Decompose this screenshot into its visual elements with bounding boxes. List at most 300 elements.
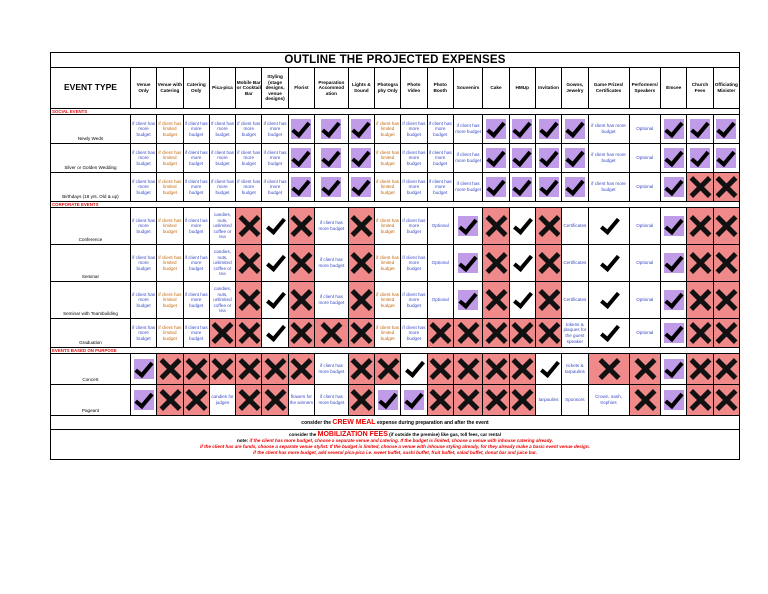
check-cell	[130, 385, 156, 416]
text-cell: if client has more budget	[453, 115, 482, 144]
table-row	[51, 319, 740, 348]
cross-cell	[687, 282, 713, 319]
cross-icon	[265, 390, 285, 410]
check-cell	[588, 245, 629, 282]
cross-cell	[687, 245, 713, 282]
text-cell: if client has more budget	[209, 115, 235, 144]
notes-block	[50, 430, 740, 460]
table-row	[51, 354, 740, 385]
crew-meal-emphasis: CREW MEAL	[332, 419, 376, 426]
check-cell	[713, 144, 739, 173]
check-icon	[664, 119, 684, 139]
check-cell	[262, 208, 288, 245]
check-cell	[401, 354, 427, 385]
check-icon	[291, 148, 311, 168]
cross-icon	[486, 290, 506, 310]
text-cell: candies for judges	[209, 385, 235, 416]
crew-post: expense during preparation and after the event	[376, 420, 489, 426]
header-col: HMUp	[509, 68, 535, 109]
cross-cell	[348, 245, 374, 282]
cross-cell	[288, 319, 314, 348]
cross-icon	[690, 216, 710, 236]
check-cell	[661, 208, 687, 245]
text-cell: tokens & plaques for the guest speaker	[562, 319, 588, 348]
check-cell	[509, 245, 535, 282]
text-cell: if client has more budget	[183, 245, 209, 282]
check-icon	[565, 148, 585, 168]
cross-cell	[348, 208, 374, 245]
event-label: Newly Weds	[51, 115, 131, 144]
table-row	[51, 385, 740, 416]
cross-icon	[291, 359, 311, 379]
header-col: Church Fees	[687, 68, 713, 109]
cross-icon	[716, 253, 736, 273]
check-icon	[404, 359, 424, 379]
text-cell: if client has limited budget	[157, 319, 183, 348]
cross-cell	[687, 385, 713, 416]
check-cell	[315, 144, 349, 173]
cross-cell	[374, 354, 400, 385]
cross-icon	[690, 359, 710, 379]
text-cell: if client has more budget	[315, 354, 349, 385]
check-cell	[661, 385, 687, 416]
text-cell: if client has more budget	[262, 115, 288, 144]
text-cell: if client has more budget	[130, 144, 156, 173]
check-icon	[716, 148, 736, 168]
cross-icon	[239, 253, 259, 273]
cross-icon	[186, 359, 206, 379]
cross-icon	[539, 323, 559, 343]
cross-icon	[430, 323, 450, 343]
cross-icon	[539, 216, 559, 236]
section-heading: EVENTS BASED ON PURPOSE	[51, 348, 740, 354]
text-cell: if client has more budget	[183, 282, 209, 319]
text-cell: if client has more budget	[588, 115, 629, 144]
event-label: Birthdays (18 yrs. Old & up)	[51, 173, 131, 202]
text-cell: Certificates	[562, 282, 588, 319]
check-cell	[661, 144, 687, 173]
cross-cell	[453, 319, 482, 348]
header-col: Mobile Bar or Cocktail Bar	[236, 68, 262, 109]
check-icon	[690, 119, 710, 139]
text-cell: Optional	[629, 282, 661, 319]
header-row	[51, 68, 740, 109]
text-cell: Optional	[629, 208, 661, 245]
cross-icon	[212, 323, 232, 343]
cross-icon	[160, 390, 180, 410]
cross-cell	[236, 282, 262, 319]
check-cell	[535, 115, 561, 144]
cross-cell	[236, 319, 262, 348]
text-cell: if client has limited budget	[374, 208, 400, 245]
cross-cell	[713, 385, 739, 416]
cross-icon	[512, 323, 532, 343]
check-cell	[288, 173, 314, 202]
cross-cell	[687, 208, 713, 245]
check-icon	[378, 390, 398, 410]
check-cell	[562, 115, 588, 144]
check-cell	[453, 208, 482, 245]
expense-sheet	[50, 52, 740, 460]
note-3: if the client has more budget, add several pica-pica i.e. sweet buffet, sushi buffet, fruit buffet, salad buffet, donut bar and juice bar.	[253, 450, 537, 455]
crew-pre: consider the	[301, 420, 332, 426]
cross-cell	[535, 245, 561, 282]
text-cell: if client has limited budget	[157, 208, 183, 245]
text-cell: Optional	[427, 245, 453, 282]
check-icon	[351, 148, 371, 168]
check-icon	[599, 290, 619, 310]
check-icon	[599, 216, 619, 236]
text-cell: Optional	[629, 115, 661, 144]
check-icon	[486, 148, 506, 168]
text-cell: Optional	[427, 208, 453, 245]
check-icon	[664, 216, 684, 236]
check-cell	[483, 173, 509, 202]
cross-icon	[239, 390, 259, 410]
cross-cell	[713, 208, 739, 245]
cross-icon	[539, 290, 559, 310]
check-cell	[348, 144, 374, 173]
check-icon	[512, 253, 532, 273]
text-cell: if client has more budget	[262, 173, 288, 202]
check-cell	[288, 144, 314, 173]
cross-cell	[509, 385, 535, 416]
text-cell: candies, nuts, unlimited coffee or tea	[209, 208, 235, 245]
cross-icon	[351, 390, 371, 410]
check-cell	[661, 245, 687, 282]
cross-icon	[291, 290, 311, 310]
text-cell: if client has limited budget	[157, 245, 183, 282]
cross-icon	[351, 253, 371, 273]
text-cell: if client has limited budget	[157, 144, 183, 173]
check-cell	[661, 319, 687, 348]
text-cell: Crown, sash, trophies	[588, 385, 629, 416]
cross-icon	[160, 359, 180, 379]
cross-icon	[212, 359, 232, 379]
text-cell: if client has limited budget	[157, 173, 183, 202]
check-icon	[291, 119, 311, 139]
cross-icon	[291, 253, 311, 273]
table-row	[51, 245, 740, 282]
header-col: Catering Only	[183, 68, 209, 109]
cross-cell	[629, 354, 661, 385]
cross-icon	[378, 359, 398, 379]
check-cell	[588, 282, 629, 319]
header-col: Venue Only	[130, 68, 156, 109]
cross-icon	[690, 177, 710, 197]
text-cell: if client has more budget	[130, 115, 156, 144]
text-cell: if client has more budget	[453, 144, 482, 173]
cross-cell	[687, 354, 713, 385]
check-cell	[661, 115, 687, 144]
text-cell: Optional	[629, 319, 661, 348]
text-cell: if client has more budget	[183, 208, 209, 245]
cross-icon	[690, 253, 710, 273]
check-icon	[539, 148, 559, 168]
expense-table	[50, 67, 740, 416]
check-cell	[315, 115, 349, 144]
section-heading: CORPORATE EVENTS	[51, 202, 740, 208]
header-col: Photogra phy Only	[374, 68, 400, 109]
text-cell: tarpaulins	[535, 385, 561, 416]
header-col: Souvenirs	[453, 68, 482, 109]
cross-cell	[209, 319, 235, 348]
crew-meal-note	[50, 416, 740, 430]
check-icon	[690, 148, 710, 168]
check-icon	[265, 253, 285, 273]
check-cell	[588, 319, 629, 348]
text-cell: tickets & tarpaulins	[562, 354, 588, 385]
check-cell	[687, 144, 713, 173]
cross-icon	[351, 216, 371, 236]
text-cell: if client has limited budget	[157, 115, 183, 144]
check-icon	[321, 119, 341, 139]
check-icon	[664, 177, 684, 197]
cross-cell	[483, 385, 509, 416]
cross-cell	[262, 354, 288, 385]
cross-icon	[265, 359, 285, 379]
cross-icon	[486, 323, 506, 343]
cross-cell	[427, 354, 453, 385]
text-cell: if client has limited budget	[374, 173, 400, 202]
check-icon	[512, 290, 532, 310]
cross-icon	[486, 253, 506, 273]
cross-cell	[483, 245, 509, 282]
cross-icon	[539, 253, 559, 273]
check-icon	[404, 390, 424, 410]
cross-icon	[458, 359, 478, 379]
header-event-type: EVENT TYPE	[51, 68, 131, 109]
cross-cell	[236, 354, 262, 385]
text-cell: if client has more budget	[130, 245, 156, 282]
check-cell	[509, 208, 535, 245]
check-icon	[458, 253, 478, 273]
cross-cell	[713, 245, 739, 282]
check-icon	[265, 216, 285, 236]
cross-icon	[486, 390, 506, 410]
check-cell	[401, 385, 427, 416]
cross-icon	[486, 359, 506, 379]
cross-cell	[157, 354, 183, 385]
text-cell: Optional	[629, 144, 661, 173]
text-cell: if client has more budget	[209, 173, 235, 202]
event-label: Concert	[51, 354, 131, 385]
header-col: Officiating Minister	[713, 68, 739, 109]
check-cell	[483, 115, 509, 144]
cross-icon	[716, 323, 736, 343]
cross-icon	[716, 290, 736, 310]
text-cell: if client has more budget	[183, 319, 209, 348]
table-row	[51, 144, 740, 173]
cross-icon	[635, 390, 655, 410]
text-cell: if client has more budget	[401, 115, 427, 144]
event-label: Silver or Golden Wedding	[51, 144, 131, 173]
check-icon	[565, 119, 585, 139]
text-cell: if client has limited budget	[157, 282, 183, 319]
text-cell: if client has limited budget	[374, 115, 400, 144]
event-label: Seminar	[51, 245, 131, 282]
cross-cell	[453, 385, 482, 416]
header-col: Pica-pica	[209, 68, 235, 109]
cross-cell	[157, 385, 183, 416]
cross-icon	[690, 323, 710, 343]
cross-cell	[483, 282, 509, 319]
text-cell: if client has more budget	[588, 173, 629, 202]
header-col: Cake	[483, 68, 509, 109]
check-cell	[535, 144, 561, 173]
cross-cell	[348, 385, 374, 416]
cross-cell	[427, 319, 453, 348]
check-icon	[664, 148, 684, 168]
cross-icon	[239, 216, 259, 236]
cross-cell	[483, 319, 509, 348]
check-icon	[664, 323, 684, 343]
cross-cell	[535, 319, 561, 348]
cross-icon	[512, 359, 532, 379]
mob-post: (if outside the premise) like gas, toll fees, car rental	[389, 432, 501, 437]
text-cell: if client has more budget	[315, 208, 349, 245]
event-label: Seminar with Teambuilding	[51, 282, 131, 319]
text-cell: Certificates	[562, 245, 588, 282]
check-cell	[453, 282, 482, 319]
check-icon	[512, 216, 532, 236]
text-cell: candies, nuts, unlimited coffee or tea	[209, 282, 235, 319]
header-col: Emcee	[661, 68, 687, 109]
cross-cell	[288, 282, 314, 319]
sheet-title: OUTLINE THE PROJECTED EXPENSES	[50, 52, 740, 67]
text-cell: flowers for the winners	[288, 385, 314, 416]
cross-icon	[239, 290, 259, 310]
cross-icon	[458, 390, 478, 410]
check-cell	[130, 354, 156, 385]
table-row	[51, 115, 740, 144]
cross-cell	[629, 385, 661, 416]
cross-cell	[535, 282, 561, 319]
check-cell	[262, 245, 288, 282]
check-cell	[348, 115, 374, 144]
header-col: Performers/ Speakers	[629, 68, 661, 109]
check-cell	[687, 115, 713, 144]
cross-icon	[291, 216, 311, 236]
table-row	[51, 208, 740, 245]
text-cell: Optional	[629, 245, 661, 282]
event-label: Pageant	[51, 385, 131, 416]
cross-cell	[348, 354, 374, 385]
check-icon	[599, 253, 619, 273]
text-cell: if client has more budget	[401, 245, 427, 282]
cross-icon	[716, 177, 736, 197]
text-cell: Optional	[427, 282, 453, 319]
cross-icon	[186, 390, 206, 410]
text-cell: candies, nuts, unlimited coffee or tea	[209, 245, 235, 282]
check-icon	[351, 177, 371, 197]
text-cell: if client has more budget	[401, 144, 427, 173]
cross-cell	[687, 319, 713, 348]
note-2: if the client has are funds, choose a separate venue stylist. If the budget is limited, choose a venue with inhouse styling already, for they already make a basic event venue design.	[200, 444, 590, 449]
text-cell: if client has more budget	[130, 282, 156, 319]
header-col: Preparation Accommod ation	[315, 68, 349, 109]
text-cell: if client has more budget	[427, 115, 453, 144]
text-cell: Certificates	[562, 208, 588, 245]
text-cell: if client has more budget	[130, 319, 156, 348]
check-icon	[664, 253, 684, 273]
check-icon	[512, 148, 532, 168]
text-cell: if client has limited budget	[374, 282, 400, 319]
check-cell	[661, 282, 687, 319]
text-cell: if client has more budget	[183, 144, 209, 173]
check-cell	[661, 354, 687, 385]
text-cell: if client has limited budget	[374, 245, 400, 282]
event-label: Graduation	[51, 319, 131, 348]
cross-cell	[483, 354, 509, 385]
text-cell: if client has more budget	[401, 319, 427, 348]
check-icon	[539, 119, 559, 139]
cross-cell	[183, 354, 209, 385]
cross-cell	[288, 354, 314, 385]
check-icon	[265, 290, 285, 310]
text-cell: if client has more budget	[262, 144, 288, 173]
text-cell: if client has more budget	[427, 144, 453, 173]
cross-cell	[315, 319, 349, 348]
header-col: Photo Video	[401, 68, 427, 109]
check-icon	[291, 177, 311, 197]
text-cell: if client has more budget	[315, 245, 349, 282]
cross-cell	[236, 208, 262, 245]
cross-cell	[262, 385, 288, 416]
text-cell: Sponsors	[562, 385, 588, 416]
note-1: if the client has more budget, choose a separate venue and catering. If the budget is limited, choose a venue with inhouse catering already.	[249, 438, 554, 443]
header-col: Game Prizes/ Certificates	[588, 68, 629, 109]
check-cell	[453, 245, 482, 282]
cross-icon	[486, 216, 506, 236]
check-cell	[483, 144, 509, 173]
text-cell: if client has more budget	[209, 144, 235, 173]
check-icon	[134, 359, 154, 379]
header-col: Invitation	[535, 68, 561, 109]
cross-icon	[716, 359, 736, 379]
note-label: note:	[236, 438, 249, 443]
cross-icon	[690, 390, 710, 410]
cross-cell	[348, 319, 374, 348]
cross-cell	[509, 319, 535, 348]
text-cell: if client has more budget	[401, 282, 427, 319]
cross-icon	[599, 359, 619, 379]
check-icon	[539, 177, 559, 197]
check-cell	[661, 173, 687, 202]
check-icon	[486, 119, 506, 139]
header-col: Gowns, Jewelry	[562, 68, 588, 109]
cross-cell	[288, 245, 314, 282]
cross-icon	[716, 216, 736, 236]
cross-cell	[535, 208, 561, 245]
text-cell: if client has more budget	[236, 173, 262, 202]
check-icon	[512, 119, 532, 139]
check-cell	[374, 385, 400, 416]
check-icon	[539, 359, 559, 379]
check-cell	[262, 282, 288, 319]
text-cell: if client has more budget	[401, 173, 427, 202]
cross-cell	[509, 354, 535, 385]
check-icon	[664, 359, 684, 379]
cross-cell	[713, 319, 739, 348]
cross-cell	[427, 385, 453, 416]
cross-cell	[687, 173, 713, 202]
text-cell: if client has more budget	[315, 282, 349, 319]
cross-cell	[236, 385, 262, 416]
check-icon	[664, 290, 684, 310]
cross-cell	[288, 208, 314, 245]
text-cell: if client has more budget	[588, 144, 629, 173]
